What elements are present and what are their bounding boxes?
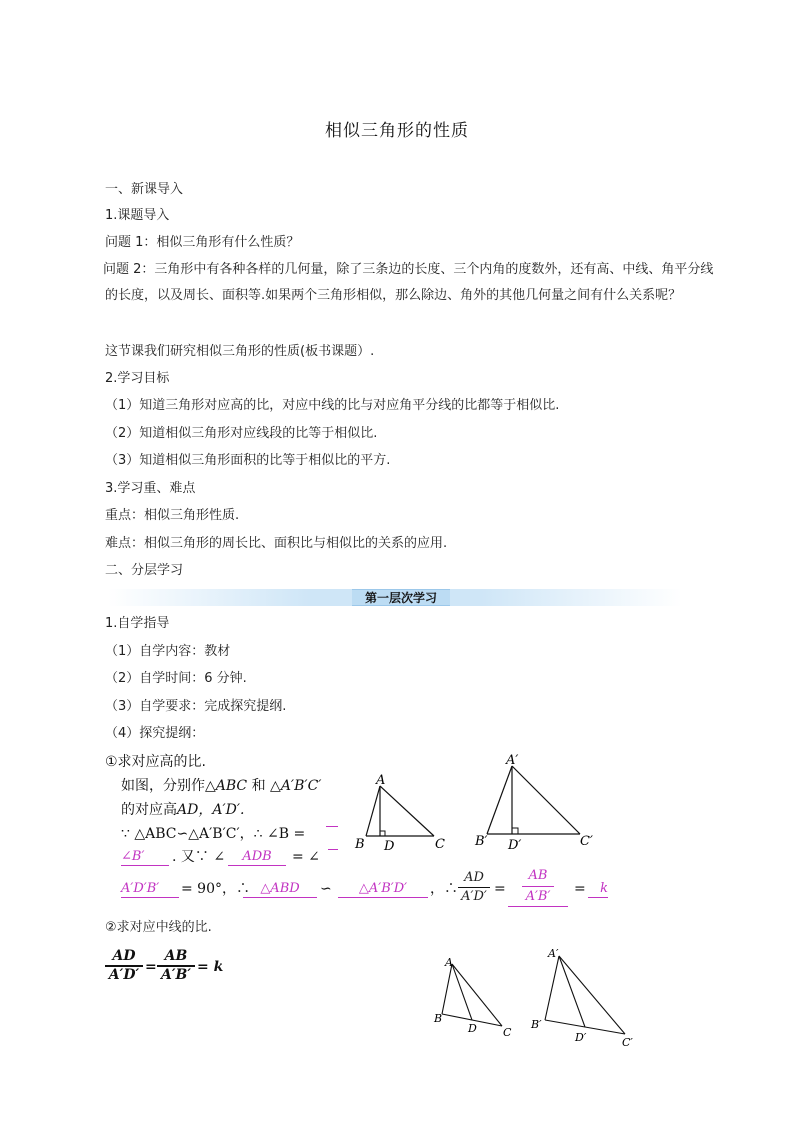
part2-fraction-1-denominator: A′D′ bbox=[108, 967, 140, 983]
part1-equals-2: = bbox=[574, 881, 586, 897]
fig4-label-d: D′ bbox=[575, 1031, 587, 1044]
fig4-median-ad bbox=[559, 956, 585, 1027]
fig2-label-b: B′ bbox=[475, 834, 488, 849]
figure-triangle-abc-height bbox=[350, 770, 450, 855]
part2-equals: = bbox=[145, 959, 157, 975]
figure-triangle-abc-prime-median bbox=[528, 940, 643, 1052]
part2-fraction-2-denominator: A′B′ bbox=[160, 967, 192, 983]
fig1-label-b: B bbox=[355, 837, 365, 852]
answer-fraction-ab bbox=[508, 868, 568, 907]
fig4-label-b: B′ bbox=[531, 1018, 542, 1031]
part1-triangle-abc-prime: △A′B′C′ bbox=[270, 778, 322, 794]
part1-line4-text: . 又∵ ∠ bbox=[172, 849, 226, 865]
part2-heading: ②求对应中线的比. bbox=[105, 920, 212, 935]
fig2-side-ab bbox=[487, 766, 512, 834]
part1-line4-eq: = ∠ bbox=[292, 849, 320, 865]
fig3-side-ac bbox=[452, 964, 502, 1026]
answer-fraction-bar bbox=[522, 886, 554, 887]
part2-fraction-ad bbox=[105, 948, 143, 984]
page-title: 相似三角形的性质 bbox=[325, 121, 469, 141]
difficult-point: 难点：相似三角形的周长比、面积比与相似比的关系的应用. bbox=[105, 536, 448, 551]
fig2-label-a: A′ bbox=[506, 753, 519, 768]
fig1-label-c: C bbox=[435, 837, 445, 852]
answer-triangle-abd: △ABD bbox=[243, 881, 317, 898]
fig3-median-ad bbox=[452, 964, 472, 1020]
part2-fraction-ab bbox=[157, 948, 195, 984]
part1-line1-and: 和 bbox=[251, 778, 266, 794]
question-2 bbox=[105, 257, 717, 309]
fig3-side-ab bbox=[442, 964, 452, 1014]
goals-heading: 2.学习目标 bbox=[105, 371, 170, 386]
fraction-1-numerator: AD bbox=[464, 870, 484, 885]
guide-item-3: （3）自学要求：完成探究提纲. bbox=[105, 699, 287, 714]
fraction-1-bar bbox=[458, 887, 490, 888]
part1-line1 bbox=[121, 777, 321, 795]
answer-angle-adb-prime: A′D′B′ bbox=[121, 881, 179, 898]
part1-line2 bbox=[121, 801, 244, 819]
guide-item-2: （2）自学时间：6 分钟. bbox=[105, 671, 247, 686]
answer-triangle-abd-prime: △A′B′D′ bbox=[338, 881, 428, 898]
fig3-label-c: C bbox=[503, 1026, 512, 1039]
layer-banner-label: 第一层次学习 bbox=[352, 589, 450, 606]
answer-angle-b-prime: ∠B′ bbox=[121, 849, 169, 866]
fig2-label-c: C′ bbox=[580, 834, 593, 849]
part1-triangle-abc: △ABC bbox=[205, 778, 248, 794]
guide-item-1: （1）自学内容：教材 bbox=[105, 644, 231, 659]
goal-item-1: （1）知道三角形对应高的比，对应中线的比与对应角平分线的比都等于相似比. bbox=[105, 398, 560, 413]
fig2-right-angle-mark bbox=[512, 828, 518, 834]
subheading-topic-intro: 1.课题导入 bbox=[105, 208, 170, 223]
fig3-label-a: A bbox=[445, 956, 453, 969]
intro-statement: 这节课我们研究相似三角形的性质(板书课题）. bbox=[105, 344, 375, 359]
figure-triangle-abc-median bbox=[430, 952, 520, 1042]
part2-fraction-1-numerator: AD bbox=[112, 948, 136, 964]
keys-heading: 3.学习重、难点 bbox=[105, 481, 196, 496]
fraction-1-denominator: A′D′ bbox=[461, 889, 487, 904]
answer-angle-adb: ADB bbox=[228, 849, 286, 866]
part1-line1-text: 如图，分别作 bbox=[121, 778, 205, 794]
answer-k: k bbox=[588, 881, 608, 898]
goal-item-2: （2）知道相似三角形对应线段的比等于相似比. bbox=[105, 426, 378, 441]
part1-therefore: ，∴ bbox=[430, 881, 458, 897]
part1-equals-1: = bbox=[494, 881, 506, 897]
fig2-side-ac bbox=[512, 766, 580, 834]
fig1-label-d: D bbox=[384, 839, 395, 854]
part1-heights: AD，A′D′. bbox=[177, 802, 245, 818]
fig4-side-ac bbox=[559, 956, 625, 1034]
question-2-text: 问题 2：三角形中有各种各样的几何量，除了三条边的长度、三个内角的度数外，还有高、中线、角平分线的长度，以及周长、面积等.如果两个三角形相似，那么除边、角外的其他几何量之间有什么关系呢？ bbox=[103, 262, 714, 303]
part1-heading: ①求对应高的比. bbox=[105, 754, 207, 770]
fig1-side-ac bbox=[380, 786, 434, 836]
answer-fraction-numerator: AB bbox=[528, 868, 548, 883]
goal-item-3: （3）知道相似三角形面积的比等于相似比的平方. bbox=[105, 453, 391, 468]
part1-line5-text: = 90°，∴ bbox=[181, 881, 250, 897]
fig1-right-angle-mark bbox=[380, 831, 385, 836]
key-point: 重点：相似三角形性质. bbox=[105, 508, 240, 523]
fig3-label-b: B bbox=[434, 1012, 443, 1025]
part1-line2-text: 的对应高 bbox=[121, 802, 177, 818]
fig2-label-d: D′ bbox=[508, 838, 522, 853]
answer-fraction-underline bbox=[508, 906, 568, 907]
guide-item-4: （4）探究提纲： bbox=[105, 726, 205, 741]
guide-heading: 1.自学指导 bbox=[105, 616, 170, 631]
answer-blank-stub-2 bbox=[328, 849, 338, 850]
part1-similar-sign: ∽ bbox=[320, 881, 332, 897]
part2-fraction-2-numerator: AB bbox=[164, 948, 188, 964]
fraction-ad-over-ad-prime bbox=[458, 870, 490, 905]
fig1-label-a: A bbox=[376, 773, 386, 788]
part1-line3: ∵ △ABC∽△A′B′C′，∴ ∠B = bbox=[121, 826, 306, 842]
fig4-side-ab bbox=[545, 956, 559, 1020]
answer-blank-stub bbox=[326, 826, 338, 827]
fig1-side-ab bbox=[366, 786, 380, 836]
figure-triangle-abc-prime-height bbox=[470, 748, 600, 858]
fig4-label-a: A′ bbox=[548, 947, 559, 960]
section-heading-intro: 一、新课导入 bbox=[105, 182, 184, 197]
answer-fraction-denominator: A′B′ bbox=[525, 889, 551, 904]
part2-equals-k: = k bbox=[197, 959, 224, 975]
question-1: 问题 1：相似三角形有什么性质？ bbox=[105, 235, 300, 250]
section-heading-layered: 二、分层学习 bbox=[105, 563, 184, 578]
fig4-label-c: C′ bbox=[622, 1036, 633, 1049]
fig3-label-d: D bbox=[468, 1022, 477, 1035]
